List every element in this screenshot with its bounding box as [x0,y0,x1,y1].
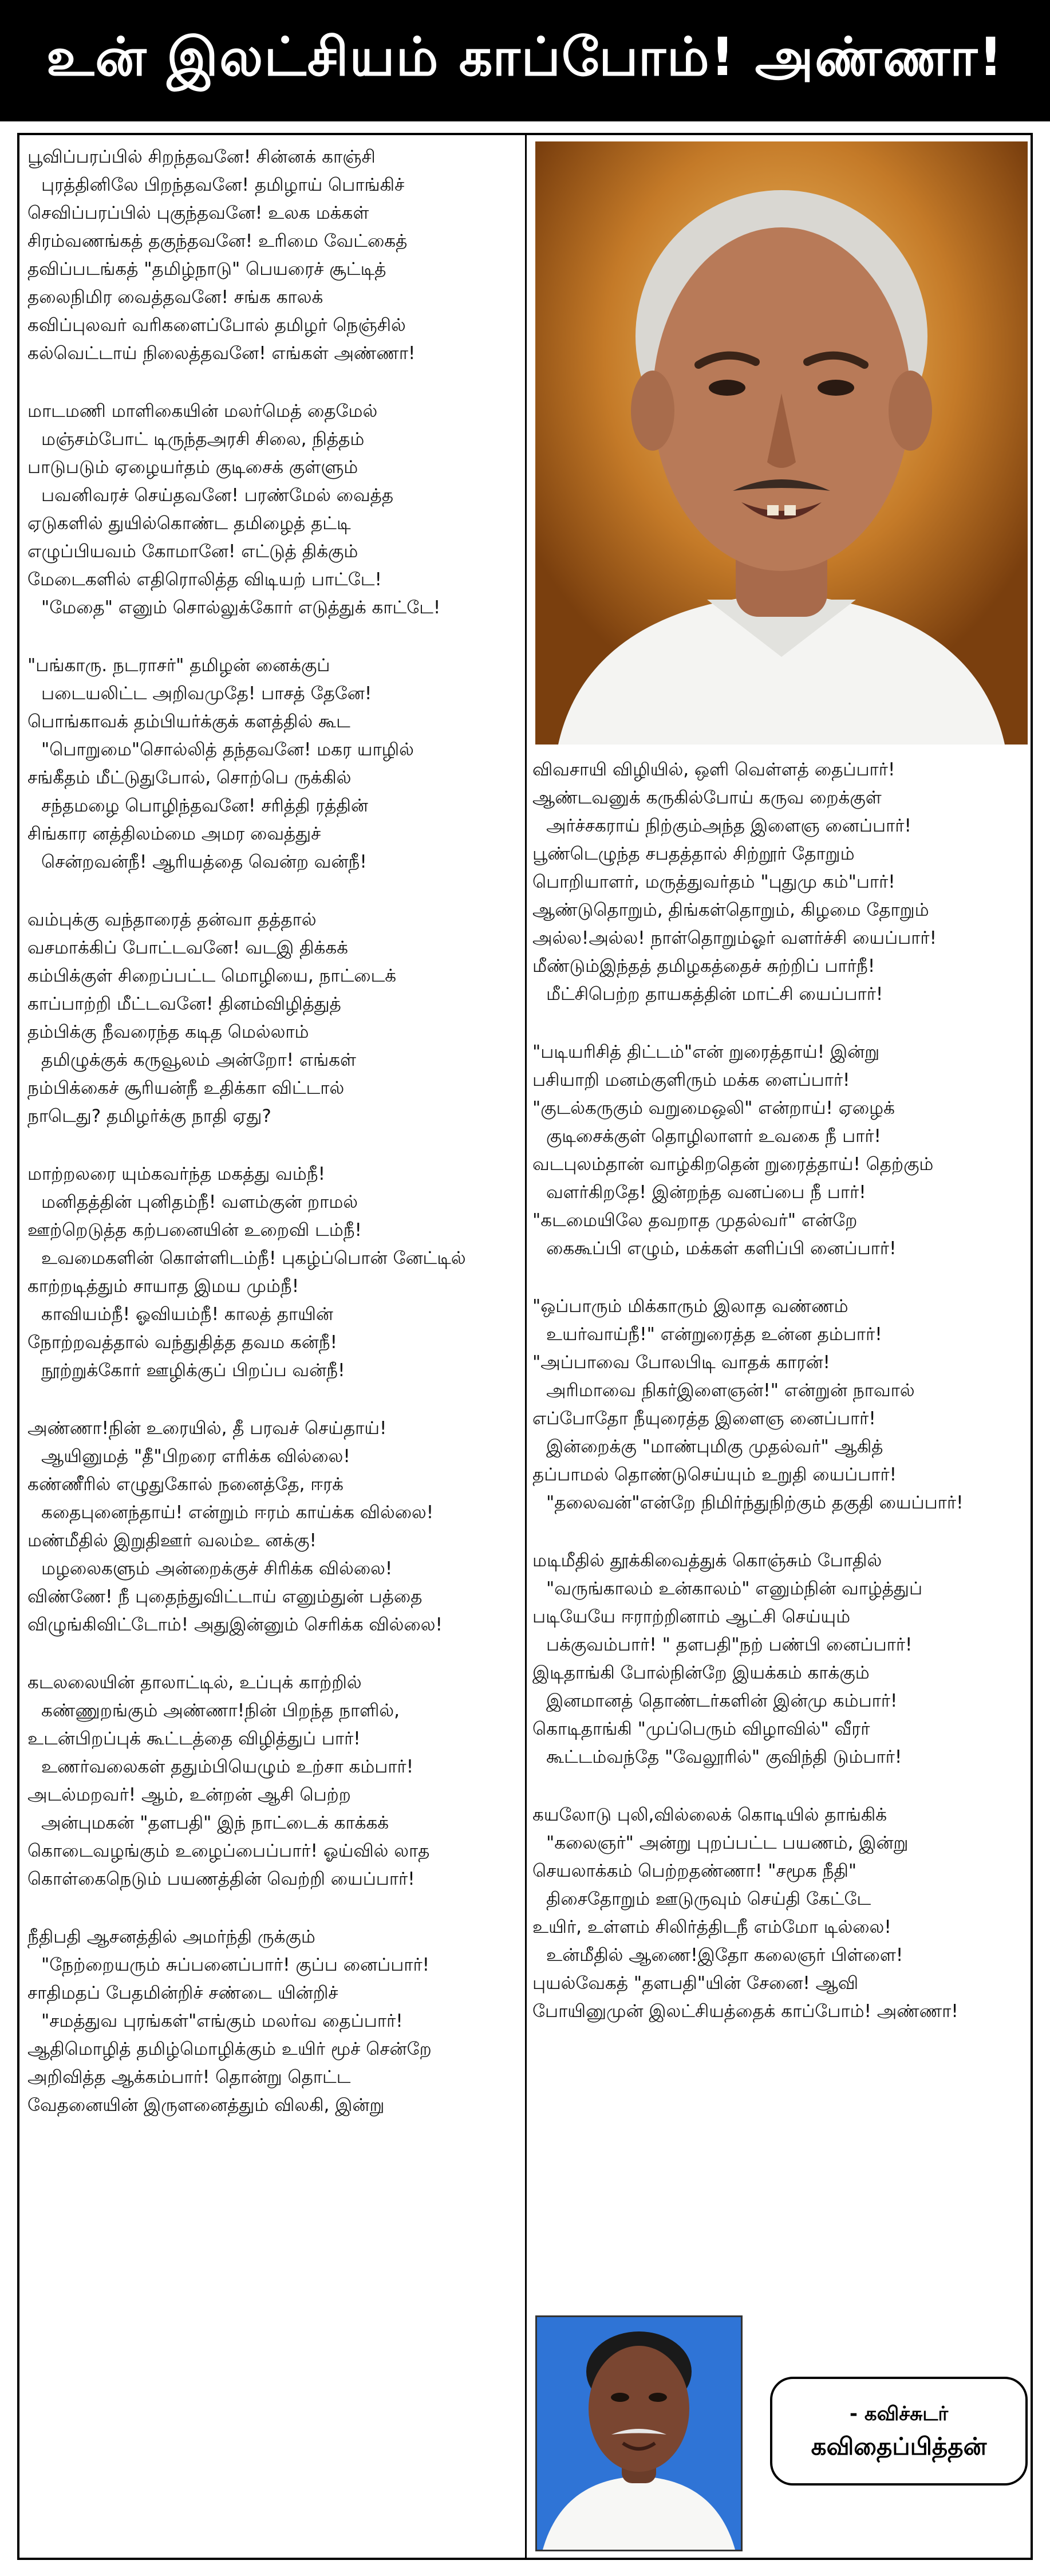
poem-line: மீட்சிபெற்ற தாயகத்தின் மாட்சி யைப்பார்! [546,984,883,1005]
poem-line: பூண்டெழுந்த சபதத்தால் சிற்றூர் தோறும் [532,844,855,864]
poem-line: ஊற்றெடுத்த கற்பனையின் உறைவி டம்நீ! [27,1220,362,1240]
poem-line: ஏடுகளில் துயில்கொண்ட தமிழைத் தட்டி [27,513,351,534]
poem-line: விவசாயி விழியில், ஒளி வெள்ளத் தைப்பார்! [532,759,895,780]
poem-line: கவிப்புலவர் வரிகளைப்போல் தமிழர் நெஞ்சில் [27,315,406,336]
author-prefix: - கவிச்சுடர் [849,2402,949,2425]
poem-line: கடலலையின் தாலாட்டில், உப்புக் காற்றில் [27,1672,362,1693]
poem-line: வடபுலம்தான் வாழ்கிறதென் றுரைத்தாய்! தெற்கும் [532,1154,934,1175]
poem-line: வளர்கிறதே! இன்றந்த வனப்பை நீ பார்! [546,1182,866,1203]
poem-line: பொங்காவக் தம்பியர்க்குக் களத்தில் கூட [27,711,350,732]
stanza [532,1801,1031,2026]
poem-line: கைகூப்பி எழும், மக்கள் களிப்பி னைப்பார்! [546,1238,897,1259]
poem-line: கதைபுனைந்தாய்! என்றும் ஈரம் காய்க்க வில்லை! [41,1502,434,1523]
poem-line: எப்போதோ நீயுரைத்த இளைஞ னைப்பார்! [532,1408,876,1429]
stanza [27,906,514,1131]
poem-line: இடிதாங்கி போல்நின்றே இயக்கம் காக்கும் [532,1663,870,1683]
stanza [27,652,514,876]
poem-line: செயலாக்கம் பெற்றதண்ணா! "சமூக நீதி" [532,1861,857,1881]
poem-line: கொள்கைநெடும் பயணத்தின் வெற்றி யைப்பார்! [27,1869,415,1889]
poem-line: மழலைகளும் அன்றைக்குச் சிரிக்க வில்லை! [41,1558,393,1579]
poem-line: "ஒப்பாரும் மிக்காரும் இலாத வண்ணம் [532,1296,848,1317]
poem-line: காவியம்நீ! ஓவியம்நீ! காலத் தாயின் [41,1304,333,1325]
poem-line: சிங்கார னத்திலம்மை அமர வைத்துச் [27,824,321,844]
poem-line: கொடிதாங்கி "முப்பெரும் விழாவில்" வீரர் [532,1719,870,1739]
poem-line: சாதிமதப் பேதமின்றிச் சண்டை யின்றிச் [27,1983,338,2003]
poem-line: "அப்பாவை போலபிடி வாதக் காரன்! [532,1352,830,1373]
stanza [532,756,1031,1009]
poem-line: "கலைஞர்" அன்று புறப்பட்ட பயணம், இன்று [546,1833,909,1853]
poem-line: மஞ்சம்போட் டிருந்தஅரசி சிலை, நித்தம் [41,429,365,450]
stanza [27,397,514,622]
poem-line: ஆயினுமத் "தீ"பிறரை எரிக்க வில்லை! [41,1446,350,1467]
poem-line: கம்பிக்குள் சிறைப்பட்ட மொழியை, நாட்டைக் [27,966,397,986]
poem-line: பசியாறி மனம்குளிரும் மக்க ளைப்பார்! [532,1070,850,1090]
poem-line: போயினுமுன் இலட்சியத்தைக் காப்போம்! அண்ணா! [532,2001,958,2022]
poem-line: அறிவித்த ஆக்கம்பார்! தொன்று தொட்ட [27,2067,351,2087]
poem-line: உவமைகளின் கொள்ளிடம்நீ! புகழ்ப்பொன் னேட்டில் [41,1248,466,1269]
poem-line: "படியரிசித் திட்டம்"என் றுரைத்தாய்! இன்று [532,1042,880,1062]
poem-line: தம்பிக்கு நீவரைந்த கடித மெல்லாம் [27,1022,309,1042]
poem-line: எழுப்பியவம் கோமானே! எட்டுத் திக்கும் [27,541,358,562]
poem-line: தவிப்படங்கத் "தமிழ்நாடு" பெயரைச் சூட்டித் [27,259,386,279]
column-divider [525,133,527,2560]
headline-title: உன் இலட்சியம் காப்போம்! அண்ணா! [46,26,1004,88]
stanza [27,1669,514,1893]
poem-line: மீண்டும்இந்தத் தமிழகத்தைச் சுற்றிப் பார்நீ! [532,956,875,976]
poem-line: வேதனையின் இருளனைத்தும் விலகி, இன்று [27,2095,385,2116]
poem-line: சென்றவன்நீ! ஆரியத்தை வென்ற வன்நீ! [41,852,367,872]
poem-line: காப்பாற்றி மீட்டவனே! தினம்விழித்துத் [27,994,341,1014]
poem-line: கயலோடு புலி,வில்லைக் கொடியில் தாங்கிக் [532,1805,887,1825]
poem-line: காற்றடித்தும் சாயாத இமய மும்நீ! [27,1276,299,1297]
poem-line: கண்ணுறங்கும் அண்ணா!நின் பிறந்த நாளில், [41,1700,400,1721]
poem-line: "வருங்காலம் உன்காலம்" எனும்நின் வாழ்த்துப் [546,1578,923,1599]
poem-line: உடன்பிறப்புக் கூட்டத்தை விழித்துப் பார்! [27,1728,361,1749]
stanza [27,1923,514,2120]
poem-line: "குடல்கருகும் வறுமைஒலி" என்றாய்! ஏழைக் [532,1098,895,1118]
poem-line: பூவிப்பரப்பில் சிறந்தவனே! சின்னக் காஞ்சி [27,147,376,167]
poem-line: "நேற்றையரும் சுப்பனைப்பார்! குப்ப னைப்பார்! [41,1955,430,1975]
portrait-illustration [535,141,1028,745]
poem-line: "பொறுமை"சொல்லித் தந்தவனே! மகர யாழில் [41,739,414,760]
poem-line: மனிதத்தின் புனிதம்நீ! வளம்குன் றாமல் [41,1192,358,1212]
poem-line: அண்ணா!நின் உரையில், தீ பரவச் செய்தாய்! [27,1418,387,1439]
poem-line: "மேதை" எனும் சொல்லுக்கோர் எடுத்துக் காட்டே! [41,597,441,618]
stanza [27,143,514,368]
poem-line: அடல்மறவர்! ஆம், உன்றன் ஆசி பெற்ற [27,1785,351,1805]
poem-line: கல்வெட்டாய் நிலைத்தவனே! எங்கள் அண்ணா! [27,343,416,364]
poem-line: கொடைவழங்கும் உழைப்பைப்பார்! ஓய்வில் லாத [27,1841,430,1861]
poem-line: புரத்தினிலே பிறந்தவனே! தமிழாய் பொங்கிச் [41,175,405,195]
poem-line: நாடெது? தமிழர்க்கு நாதி ஏது? [27,1106,271,1126]
poem-line: உணர்வலைகள் ததும்பியெழும் உற்சா கம்பார்! [41,1756,414,1777]
stanza [27,1160,514,1385]
poem-line: "பங்காரு. நடராசர்" தமிழன் னைக்குப் [27,655,330,676]
poem-line: பொறியாளர், மருத்துவர்தம் "புதுமு கம்"பார்! [532,872,895,892]
poem-line: உயிர், உள்ளம் சிலிர்த்திடநீ எம்மோ டில்லை! [532,1917,891,1937]
stanza [27,1415,514,1639]
poem-right-column [532,756,1031,2055]
poem-line: தலைநிமிர வைத்தவனே! சங்க காலக் [27,287,323,308]
poem-line: வம்புக்கு வந்தாரைத் தன்வா தத்தால் [27,909,317,930]
poem-line: படையலிட்ட அறிவமுதே! பாசத் தேனே! [41,683,372,704]
poem-line: நம்பிக்கைச் சூரியன்நீ உதிக்கா விட்டால் [27,1078,345,1098]
poem-line: அல்ல!அல்ல! நாள்தொறும்ஓர் வளர்ச்சி யைப்பார்! [532,928,937,948]
stanza [532,1038,1031,1263]
poem-line: சந்தமழை பொழிந்தவனே! சரித்தி ரத்தின் [41,795,368,816]
poem-line: செவிப்பரப்பில் புகுந்தவனே! உலக மக்கள் [27,203,369,223]
author-name: கவிதைப்பித்தன் [811,2432,987,2460]
poem-line: "சமத்துவ புரங்கள்"எங்கும் மலர்வ தைப்பார்! [41,2011,403,2031]
headline-banner [0,0,1050,121]
poem-line: தப்பாமல் தொண்டுசெய்யும் உறுதி யைப்பார்! [532,1464,897,1485]
poem-line: ஆண்டுதொறும், திங்கள்தொறும், கிழமை தோறும் [532,900,929,920]
poem-line: கூட்டம்வந்தே "வேலூரில்" குவிந்தி டும்பார்! [546,1747,902,1767]
poem-line: மண்மீதில் இறுதிஊர் வலம்உ னக்கு! [27,1530,317,1551]
poem-line: நூற்றுக்கோர் ஊழிக்குப் பிறப்ப வன்நீ! [41,1360,345,1381]
poem-line: நீதிபதி ஆசனத்தில் அமர்ந்தி ருக்கும் [27,1927,315,1947]
portrait-photo [535,141,1028,745]
poem-line: மேடைகளில் எதிரொலித்த விடியற் பாட்டே! [27,569,382,590]
poem-line: விழுங்கிவிட்டோம்! அதுஇன்னும் செரிக்க வில்லை! [27,1614,443,1635]
poem-line: விண்ணே! நீ புதைந்துவிட்டாய் எனும்துன் பத்தை [27,1586,423,1607]
poem-line: சிரம்வணங்கத் தகுந்தவனே! உரிமை வேட்கைத் [27,231,408,251]
poem-left-column [27,143,514,2149]
poem-line: மடிமீதில் தூக்கிவைத்துக் கொஞ்சும் போதில் [532,1550,882,1571]
poem-line: புயல்வேகத் "தளபதி"யின் சேனை! ஆவி [532,1973,859,1994]
poem-line: நோற்றவத்தால் வந்துதித்த தவம கன்நீ! [27,1332,338,1353]
poem-line: உயர்வாய்நீ!" என்றுரைத்த உன்ன தம்பார்! [546,1324,882,1345]
author-illustration [537,2317,741,2550]
poem-line: "தலைவன்"என்றே நிமிர்ந்துநிற்கும் தகுதி யைப்பார்! [546,1492,964,1513]
poem-line: பக்குவம்பார்! " தளபதி"நற் பண்பி னைப்பார்! [546,1634,913,1655]
poem-line: படியேயே ஈராற்றினாம் ஆட்சி செய்யும் [532,1606,851,1627]
author-signature [770,2377,1028,2486]
poem-line: தமிழுக்குக் கருவூலம் அன்றோ! எங்கள் [41,1050,357,1070]
poem-line: பாடுபடும் ஏழையர்தம் குடிசைக் குள்ளும் [27,457,358,478]
stanza [532,1293,1031,1517]
stanza [532,1547,1031,1771]
poem-line: மாடமணி மாளிகையின் மலர்மெத் தைமேல் [27,401,378,422]
poem-line: திசைதோறும் ஊடுருவும் செய்தி கேட்டே [546,1889,871,1909]
author-photo [535,2315,743,2551]
poem-line: குடிசைக்குள் தொழிலாளர் உவகை நீ பார்! [546,1126,881,1147]
poem-line: உன்மீதில் ஆணை!இதோ கலைஞர் பிள்ளை! [546,1945,903,1966]
poem-line: இன்றைக்கு "மாண்புமிகு முதல்வர்" ஆகித் [546,1436,883,1457]
poem-line: அர்ச்சகராய் நிற்கும்அந்த இளைஞ னைப்பார்! [546,816,911,836]
poem-line: சங்கீதம் மீட்டுதுபோல், சொற்பெ ருக்கில் [27,767,352,788]
poem-line: கண்ணீரில் எழுதுகோல் நனைத்தே, ஈரக் [27,1474,344,1495]
poem-line: மாற்றலரை யும்கவர்ந்த மகத்து வம்நீ! [27,1164,326,1184]
poem-line: ஆதிமொழித் தமிழ்மொழிக்கும் உயிர் மூச் சென்றே [27,2039,432,2059]
poem-line: அன்புமகன் "தளபதி" இந் நாட்டைக் காக்கக் [41,1813,389,1833]
poem-line: பவனிவரச் செய்தவனே! பரண்மேல் வைத்த [41,485,394,506]
poem-line: ஆண்டவனுக் கருகில்போய் கருவ றைக்குள் [532,787,882,808]
poem-line: வசமாக்கிப் போட்டவனே! வடஇ திக்கக் [27,938,348,958]
poem-line: இனமானத் தொண்டர்களின் இன்மு கம்பார்! [546,1691,898,1711]
poem-line: அரிமாவை நிகர்இளைஞன்!" என்றுன் நாவால் [546,1380,915,1401]
poem-line: "கடமையிலே தவறாத முதல்வர்" என்றே [532,1210,858,1231]
